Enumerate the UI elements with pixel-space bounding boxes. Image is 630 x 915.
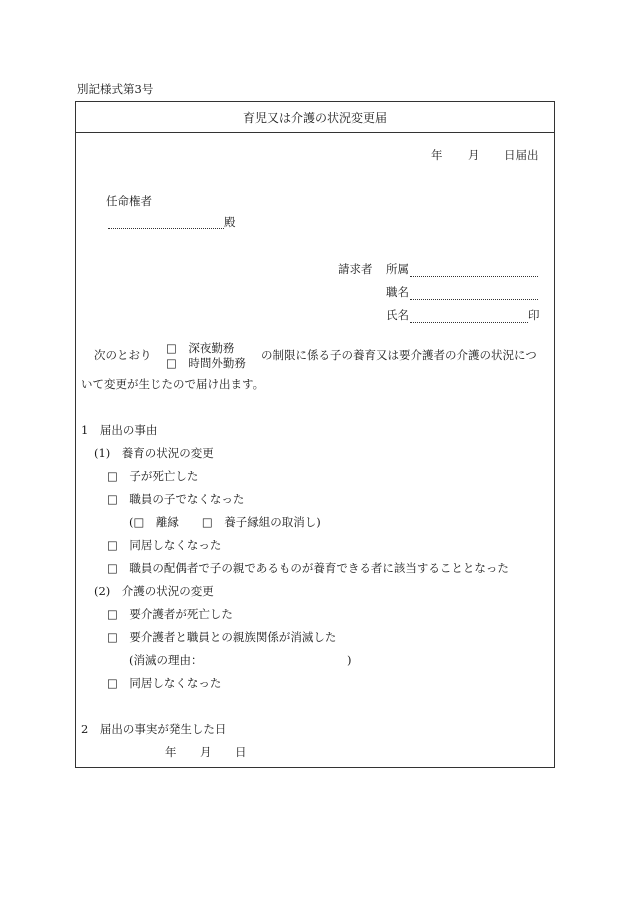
name-line: [410, 322, 528, 323]
section1-heading: 1 届出の事由: [81, 423, 158, 437]
occurrence-month-label: 月: [200, 745, 212, 759]
seal-label: 印: [528, 308, 540, 322]
option-night-work[interactable]: □ 深夜勤務: [166, 341, 235, 355]
checkbox-child-died[interactable]: □ 子が死亡した: [107, 469, 199, 483]
name-label: 氏名: [386, 308, 409, 322]
checkbox-no-longer-cohabiting-child[interactable]: □ 同居しなくなった: [107, 538, 222, 552]
requester-label: 請求者: [338, 262, 373, 276]
affiliation-line: [410, 276, 538, 277]
option-overtime-work[interactable]: □ 時間外勤務: [166, 356, 246, 370]
affiliation-label: 所属: [386, 262, 409, 276]
occurrence-day-label: 日: [235, 745, 247, 759]
checkbox-no-longer-cohabiting-care[interactable]: □ 同居しなくなった: [107, 676, 222, 690]
honorific-label: 殿: [224, 215, 236, 229]
position-label: 職名: [386, 285, 409, 299]
checkbox-care-recipient-died[interactable]: □ 要介護者が死亡した: [107, 607, 233, 621]
occurrence-year-label: 年: [165, 745, 177, 759]
date-year-label: 年: [431, 148, 443, 162]
position-line: [410, 299, 538, 300]
intro-prefix: 次のとおり: [94, 348, 152, 362]
checkbox-spouse-can-raise[interactable]: □ 職員の配偶者で子の親であるものが養育できる者に該当することとなった: [107, 561, 509, 575]
section1-sub2-heading: (2) 介護の状況の変更: [94, 584, 214, 598]
date-month-label: 月: [468, 148, 480, 162]
form-title: 育児又は介護の状況変更届: [76, 102, 554, 133]
intro-suffix-line1: の制限に係る子の養育又は要介護者の介護の状況につ: [261, 348, 537, 362]
date-day-submitted-label: 日届出: [504, 148, 539, 162]
form-box: [75, 101, 555, 768]
checkbox-no-longer-child[interactable]: □ 職員の子でなくなった: [107, 492, 245, 506]
extinction-reason-label: (消滅の理由：: [129, 653, 203, 667]
checkbox-kinship-ended[interactable]: □ 要介護者と職員との親族関係が消滅した: [107, 630, 337, 644]
form-number: 別記様式第3号: [77, 82, 154, 96]
appointing-authority-label: 任命権者: [106, 194, 152, 208]
section1-sub1-heading: (1) 養育の状況の変更: [94, 446, 214, 460]
section2-heading: 2 届出の事実が発生した日: [81, 722, 227, 736]
checkbox-dissolution-options[interactable]: (□ 離縁 □ 養子縁組の取消し): [129, 515, 321, 529]
appointing-authority-line: [108, 228, 224, 229]
extinction-reason-close: ): [347, 653, 352, 667]
intro-line2: いて変更が生じたので届け出ます。: [81, 377, 265, 391]
